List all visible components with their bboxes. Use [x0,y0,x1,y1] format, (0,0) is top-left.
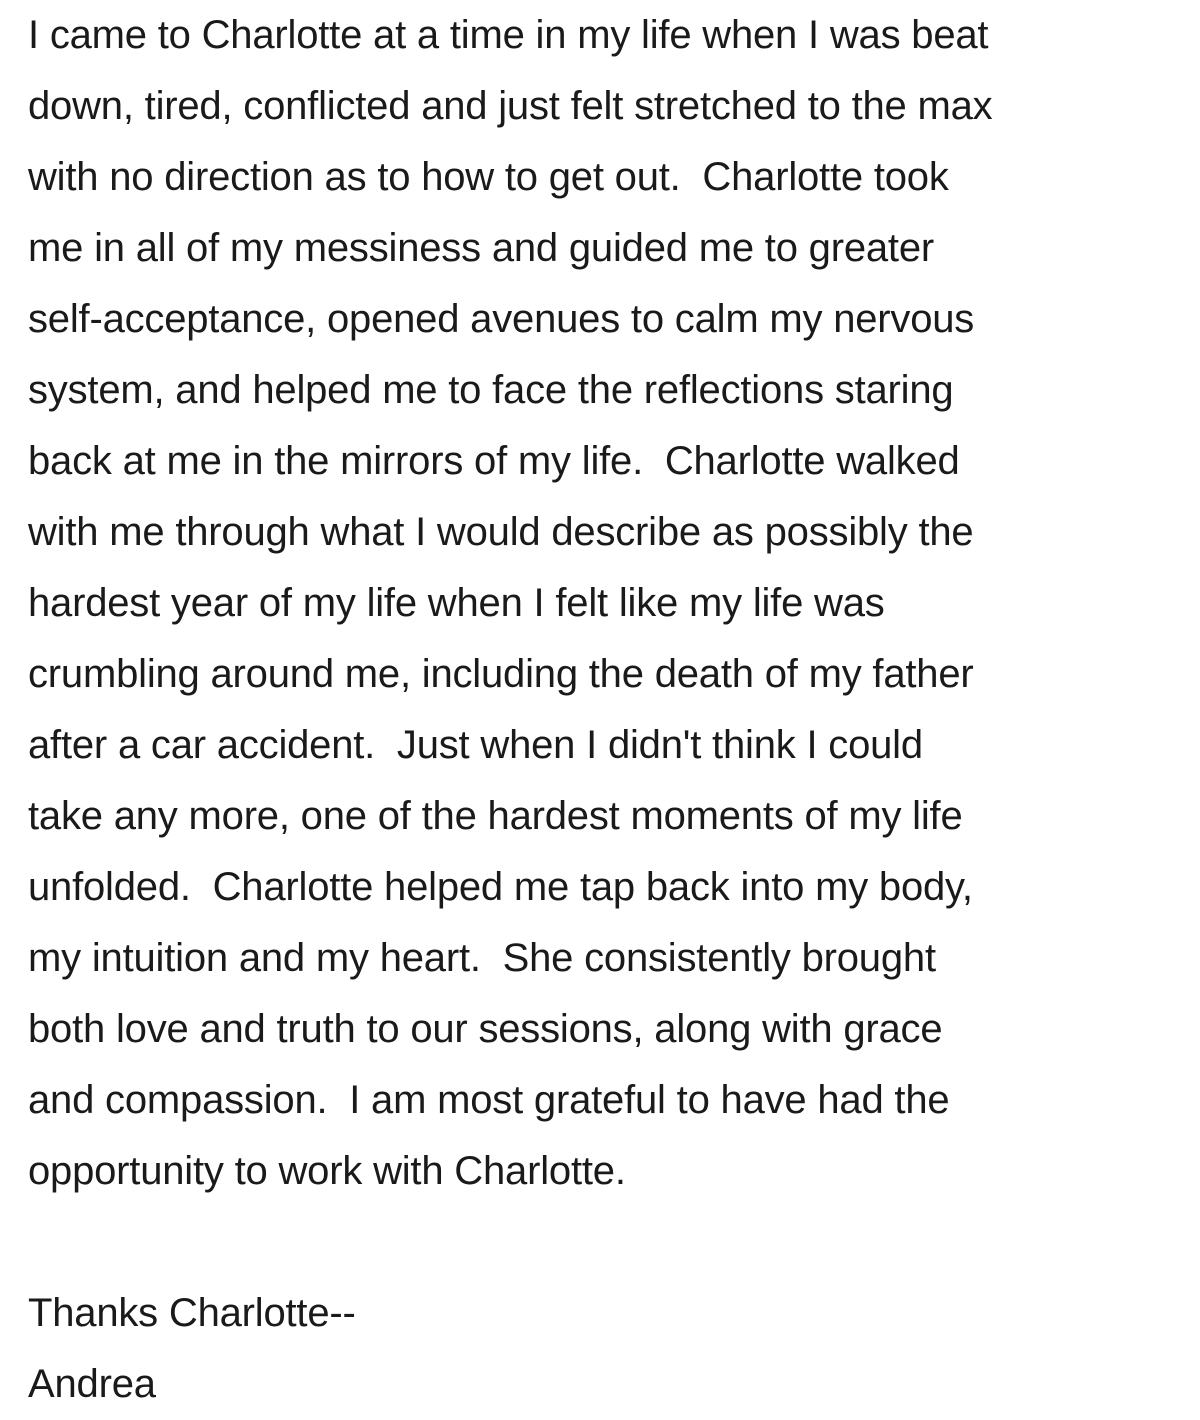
signature: Andrea [28,1362,156,1406]
body-line: take any more, one of the hardest moments of my life [28,794,963,838]
body-line: my intuition and my heart. She consistently brought [28,936,936,980]
body-line: after a car accident. Just when I didn't think I could [28,723,923,767]
body-line: self-acceptance, opened avenues to calm my nervous [28,297,975,341]
body-line: unfolded. Charlotte helped me tap back into my body, [28,865,973,909]
testimonial-letter [28,0,1193,1420]
body-line: with me through what I would describe as possibly the [28,510,974,554]
body-line: system, and helped me to face the reflections staring [28,368,954,412]
closing-line: Thanks Charlotte-- [28,1291,356,1335]
paragraph-gap [28,1207,1193,1278]
body-line: with no direction as to how to get out. Charlotte took [28,155,949,199]
testimonial-body [28,0,1193,1207]
body-line: down, tired, conflicted and just felt stretched to the max [28,84,993,128]
body-line: both love and truth to our sessions, along with grace [28,1007,943,1051]
body-line: and compassion. I am most grateful to have had the [28,1078,950,1122]
body-line: me in all of my messiness and guided me to greater [28,226,934,270]
body-line: crumbling around me, including the death of my father [28,652,974,696]
body-line: hardest year of my life when I felt like my life was [28,581,885,625]
body-line: back at me in the mirrors of my life. Charlotte walked [28,439,960,483]
body-line: opportunity to work with Charlotte. [28,1149,626,1193]
body-line: I came to Charlotte at a time in my life when I was beat [28,13,989,57]
